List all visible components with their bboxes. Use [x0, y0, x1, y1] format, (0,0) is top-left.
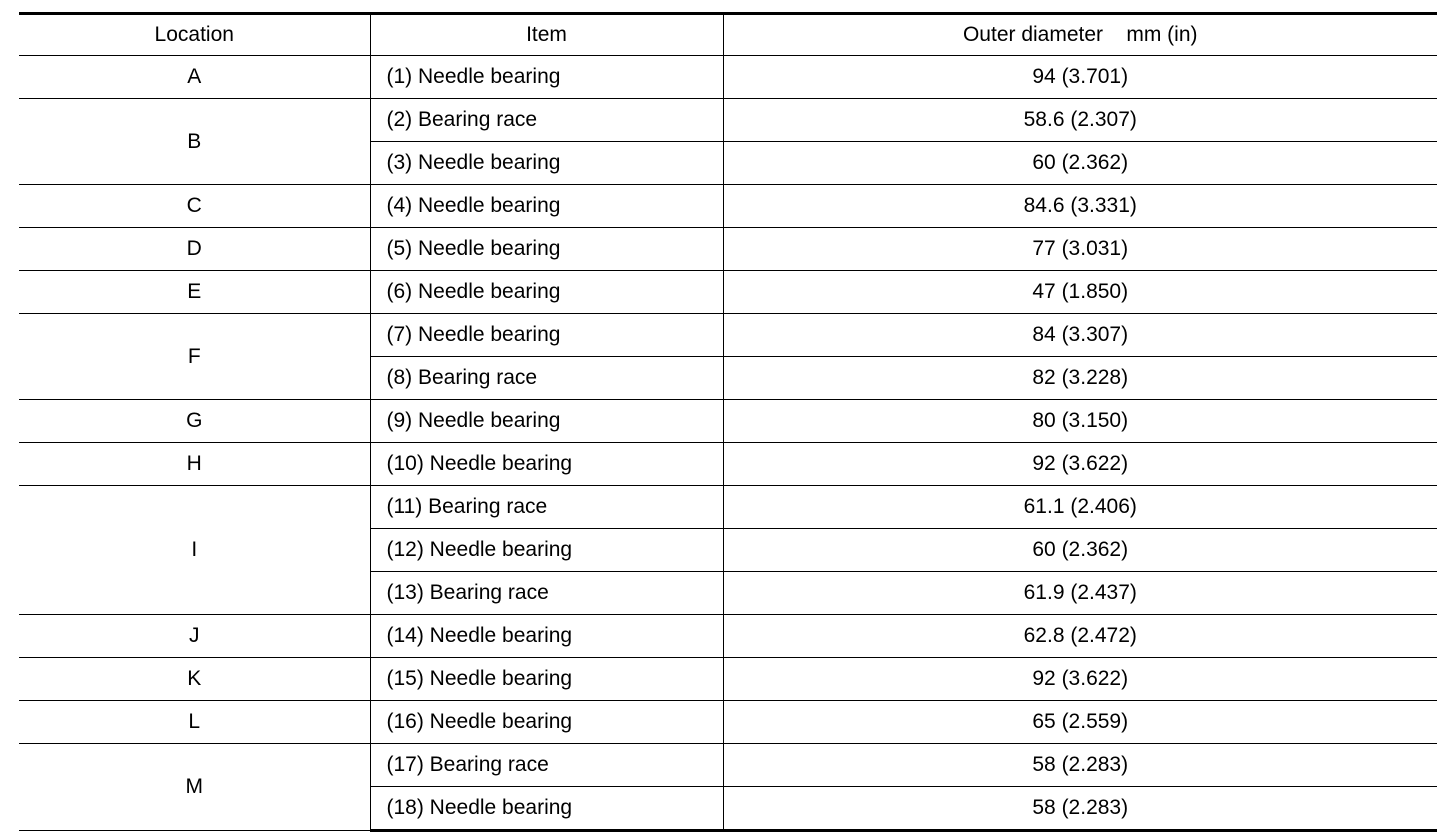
location-cell: C: [19, 185, 370, 228]
table-row: [19, 701, 1437, 744]
table-row: [19, 744, 1437, 787]
item-cell: (16) Needle bearing: [370, 701, 723, 744]
table-row: [19, 228, 1437, 271]
item-cell: (11) Bearing race: [370, 486, 723, 529]
table-header: [19, 14, 1437, 56]
table-row: [19, 400, 1437, 443]
item-cell: (10) Needle bearing: [370, 443, 723, 486]
item-cell: (6) Needle bearing: [370, 271, 723, 314]
outer-diameter-cell: 82 (3.228): [723, 357, 1437, 400]
outer-diameter-cell: 84 (3.307): [723, 314, 1437, 357]
table-row: [19, 486, 1437, 529]
outer-diameter-cell: 58 (2.283): [723, 787, 1437, 831]
outer-diameter-cell: 80 (3.150): [723, 400, 1437, 443]
header-row: [19, 14, 1437, 56]
item-cell: (14) Needle bearing: [370, 615, 723, 658]
location-cell: A: [19, 56, 370, 99]
outer-diameter-cell: 94 (3.701): [723, 56, 1437, 99]
item-cell: (18) Needle bearing: [370, 787, 723, 831]
bearing-spec-table: [19, 12, 1437, 832]
item-cell: (15) Needle bearing: [370, 658, 723, 701]
outer-diameter-cell: 58.6 (2.307): [723, 99, 1437, 142]
item-cell: (7) Needle bearing: [370, 314, 723, 357]
outer-diameter-cell: 47 (1.850): [723, 271, 1437, 314]
header-item: Item: [370, 14, 723, 56]
outer-diameter-cell: 77 (3.031): [723, 228, 1437, 271]
item-cell: (9) Needle bearing: [370, 400, 723, 443]
outer-diameter-cell: 61.1 (2.406): [723, 486, 1437, 529]
item-cell: (4) Needle bearing: [370, 185, 723, 228]
item-cell: (3) Needle bearing: [370, 142, 723, 185]
outer-diameter-cell: 58 (2.283): [723, 744, 1437, 787]
item-cell: (2) Bearing race: [370, 99, 723, 142]
location-cell: K: [19, 658, 370, 701]
item-cell: (8) Bearing race: [370, 357, 723, 400]
outer-diameter-cell: 61.9 (2.437): [723, 572, 1437, 615]
outer-diameter-cell: 60 (2.362): [723, 529, 1437, 572]
table-row: [19, 615, 1437, 658]
location-cell: G: [19, 400, 370, 443]
location-cell: I: [19, 486, 370, 615]
outer-diameter-cell: 92 (3.622): [723, 658, 1437, 701]
outer-diameter-cell: 65 (2.559): [723, 701, 1437, 744]
location-cell: F: [19, 314, 370, 400]
outer-diameter-cell: 62.8 (2.472): [723, 615, 1437, 658]
location-cell: D: [19, 228, 370, 271]
location-cell: B: [19, 99, 370, 185]
item-cell: (5) Needle bearing: [370, 228, 723, 271]
outer-diameter-cell: 60 (2.362): [723, 142, 1437, 185]
header-outer-diameter: Outer diameter mm (in): [723, 14, 1437, 56]
table-row: [19, 99, 1437, 142]
item-cell: (13) Bearing race: [370, 572, 723, 615]
location-cell: L: [19, 701, 370, 744]
item-cell: (17) Bearing race: [370, 744, 723, 787]
item-cell: (1) Needle bearing: [370, 56, 723, 99]
item-cell: (12) Needle bearing: [370, 529, 723, 572]
table-row: [19, 443, 1437, 486]
location-cell: M: [19, 744, 370, 831]
table-row: [19, 56, 1437, 99]
header-location: Location: [19, 14, 370, 56]
location-cell: H: [19, 443, 370, 486]
table-body: [19, 56, 1437, 831]
outer-diameter-cell: 92 (3.622): [723, 443, 1437, 486]
table-row: [19, 314, 1437, 357]
table-row: [19, 271, 1437, 314]
table-row: [19, 658, 1437, 701]
outer-diameter-cell: 84.6 (3.331): [723, 185, 1437, 228]
table-row: [19, 185, 1437, 228]
location-cell: E: [19, 271, 370, 314]
location-cell: J: [19, 615, 370, 658]
